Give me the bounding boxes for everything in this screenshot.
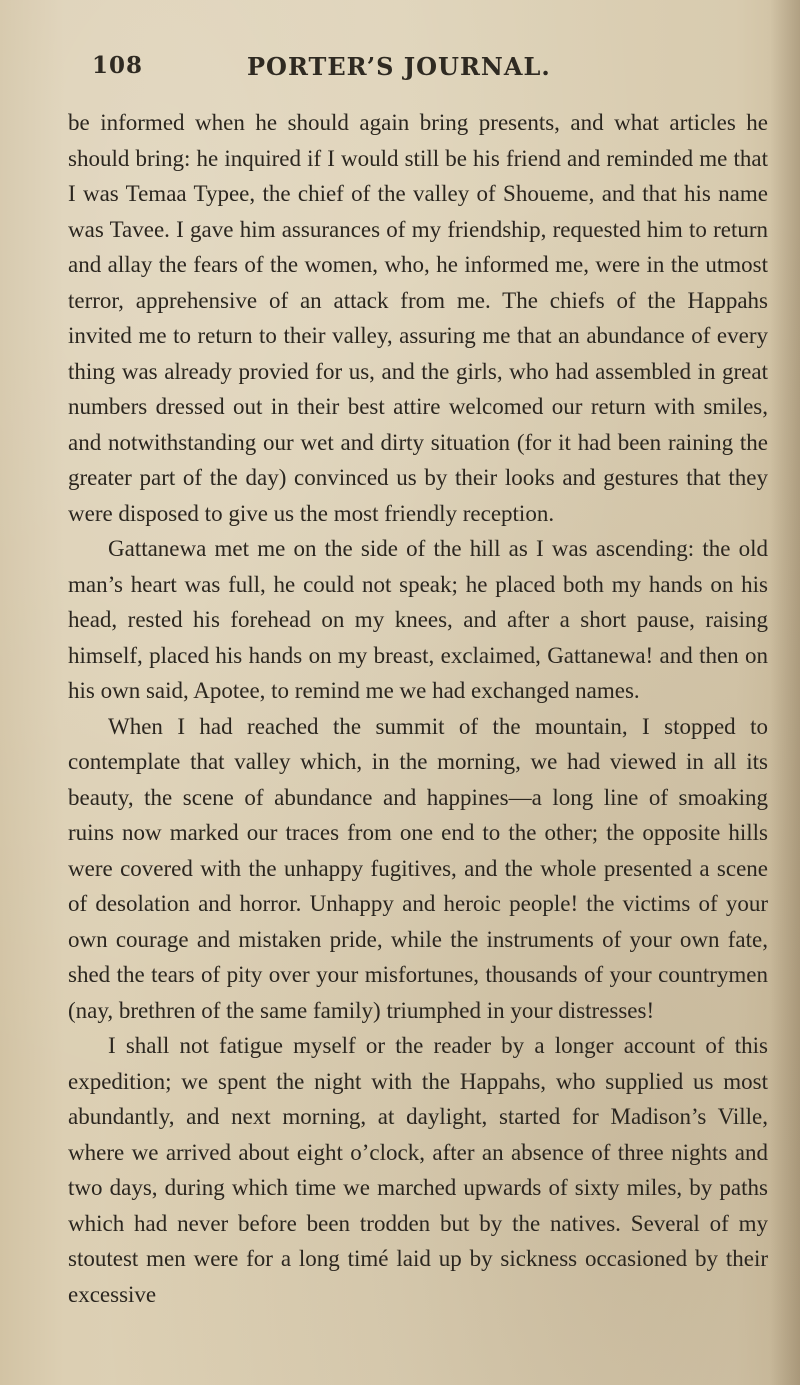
running-head [92,52,652,92]
paragraph-expedition: I shall not fatigue myself or the reader by a longer account of this expedition; we spent the night with the Happahs, who supplied us most abundantly, and next morning, at daylight, started for Madison’s Ville, where we arrived about eight o’clock, after an absence of three nights and two days, during which time we marched upwards of sixty miles, by paths which had never before been trodden but by the natives. Several of my stoutest men were for a long timé laid up by sickness occasioned by their excessive [68,1033,768,1307]
page-number: 108 [92,52,144,79]
paragraph-gattanewa: Gattanewa met me on the side of the hill as I was ascending: the old man’s heart was full, he could not speak; he placed both my hands on his head, rested his forehead on my knees, and after a short pause, raising himself, placed his hands on my breast, exclaimed, Gattanewa! and then on his own said, Apotee, to remind me we had exchanged names. [68,536,768,703]
body-text [68,105,768,1312]
paragraph-continuation: be informed when he should again bring presents, and what articles he should bring: he inquired if I would still be his friend and reminded me that I was Temaa Typee, the chief of the valley of Shoueme, and that his name was Tavee. I gave him assurances of my friendship, requested him to return and allay the fears of the women, who, he informed me, were in the utmost terror, apprehensive of an attack from me. The chiefs of the Happahs invited me to return to their valley, assuring me that an abundance of every thing was already provied for us, and the girls, who had assembled in great numbers dressed out in their best attire welcomed our return with smiles, and notwithstanding our wet and dirty situation (for it had been raining the greater part of the day) convinced us by their looks and gestures that they were disposed to give us the most friendly reception. [68,110,768,526]
paragraph-summit: When I had reached the summit of the mountain, I stopped to contemplate that valley which, in the morning, we had viewed in all its beauty, the scene of abundance and happines—a long line of smoaking ruins now marked our traces from one end to the other; the opposite hills were covered with the unhappy fugitives, and the whole presented a scene of desolation and horror. Unhappy and heroic people! the victims of your own courage and mistaken pride, while the instruments of your own fate, shed the tears of pity over your misfortunes, thousands of your countrymen (nay, brethren of the same family) triumphed in your distresses! [68,713,768,1023]
journal-title: PORTER’S JOURNAL. [247,52,551,81]
page-edge-shadow [770,0,800,1385]
